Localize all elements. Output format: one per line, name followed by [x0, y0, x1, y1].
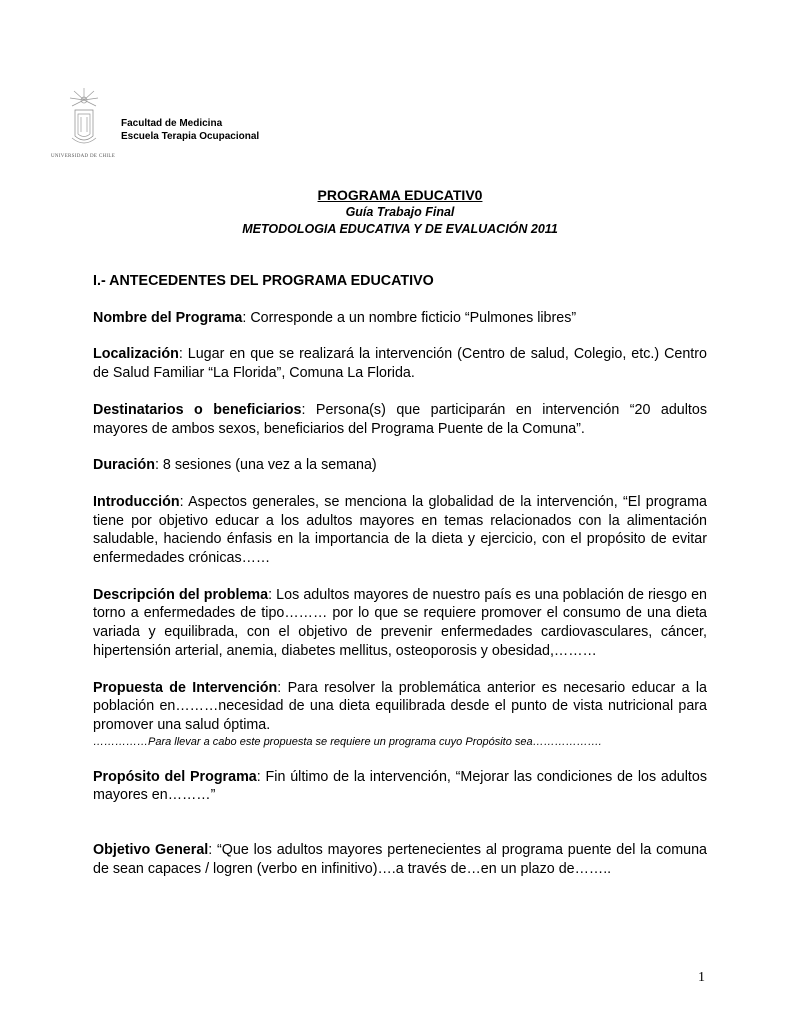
paragraph-duracion: [93, 456, 707, 475]
paragraph-text: : Persona(s) que participarán en intervención “20 adultos mayores de ambos sexos, beneficiarios del Programa Puente de la Comuna”.: [93, 401, 708, 437]
title-block: [0, 186, 800, 238]
paragraph-objetivo: [93, 841, 707, 878]
faculty-header: [121, 117, 259, 143]
paragraph-localizacion: [93, 345, 707, 382]
paragraph-label: Introducción: [93, 493, 180, 510]
paragraph-text: : “Que los adultos mayores pertenecientes al programa puente del la comuna de sean capaces / logren (verbo en infinitivo)….a través de…en un plazo de……..: [93, 842, 707, 877]
paragraph-label: Destinatarios o beneficiarios: [93, 401, 302, 418]
section-heading: I.- ANTECEDENTES DEL PROGRAMA EDUCATIVO: [93, 273, 434, 289]
paragraph-label: Propuesta de Intervención: [93, 679, 278, 696]
school-name: Escuela Terapia Ocupacional: [121, 131, 260, 142]
paragraph-label: Duración: [93, 457, 155, 474]
paragraph-introduccion: [93, 493, 707, 568]
paragraph-label: Propósito del Programa: [93, 768, 257, 785]
paragraph-text: : Para resolver la problemática anterior es necesario educar a la población en………necesidad de una dieta equilibrada desde el punto de vista nutricional para promover una salud óptima.: [93, 679, 707, 733]
paragraph-label: Objetivo General: [93, 842, 209, 859]
paragraph-nombre: [93, 309, 707, 328]
paragraph-text: : Lugar en que se realizará la intervención (Centro de salud, Colegio, etc.) Centro de Salud Familiar “La Florida”, Comuna La Florida.: [93, 346, 707, 382]
paragraph-destinatarios: [93, 401, 707, 438]
faculty-name: Facultad de Medicina: [121, 118, 223, 129]
document-title: PROGRAMA EDUCATIV0: [317, 187, 483, 203]
crest-caption: UNIVERSIDAD DE CHILE: [51, 154, 116, 159]
paragraph-text: : 8 sesiones (una vez a la semana): [154, 457, 377, 474]
paragraph-text: : Aspectos generales, se menciona la globalidad de la intervención, “El programa tiene por objetivo educar a los adultos mayores en temas relacionados con la alimentación saludable, haciendo énfasis en la importancia de la dieta y ejercicio, con el propósito de evitar enfermedades crónicas……: [93, 493, 707, 567]
proposal-note: ……………Para llevar a cabo este propuesta se requiere un programa cuyo Propósito sea……………….: [93, 735, 602, 748]
paragraph-descripcion: [93, 586, 707, 661]
document-body: [93, 272, 707, 878]
document-subtitle: Guía Trabajo Final: [345, 205, 455, 219]
paragraph-propuesta: [93, 679, 707, 735]
paragraph-label: Nombre del Programa: [93, 309, 243, 326]
paragraph-text: : Los adultos mayores de nuestro país es una población de riesgo en torno a enfermedades de tipo……… por lo que se requiere promover el consumo de una dieta variada y equilibrada, con el objetivo de prevenir enfermedades cardiovasculares, cáncer, hipertensión arterial, anemia, diabetes mellitus, osteoporosis y obesidad,………: [93, 586, 707, 659]
university-crest-icon: [50, 88, 130, 160]
document-course: METODOLOGIA EDUCATIVA Y DE EVALUACIÓN 2011: [242, 222, 558, 236]
paragraph-text: : Fin último de la intervención, “Mejorar las condiciones de los adultos mayores en………”: [93, 768, 708, 804]
paragraph-proposito: [93, 768, 707, 805]
paragraph-label: Localización: [93, 346, 179, 363]
paragraph-label: Descripción del problema: [93, 586, 269, 603]
paragraph-text: : Corresponde a un nombre ficticio “Pulmones libres”: [242, 309, 577, 326]
page-number: 1: [698, 970, 705, 985]
